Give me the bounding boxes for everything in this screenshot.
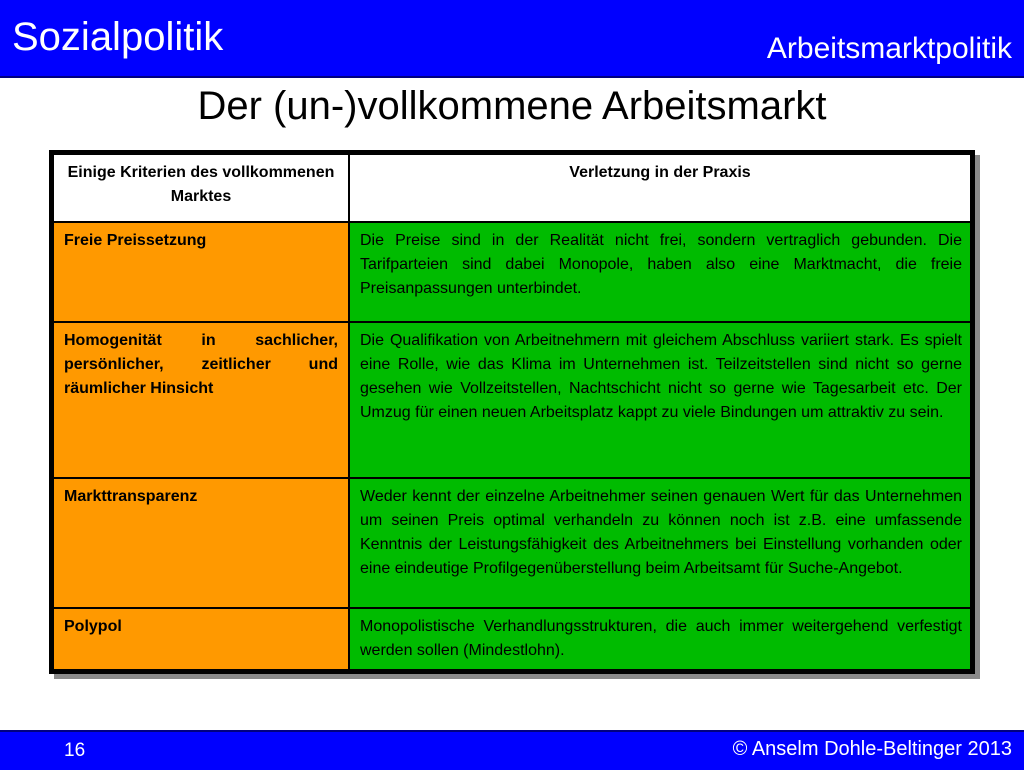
table-row <box>53 222 971 322</box>
criteria-table <box>49 150 975 674</box>
table-row <box>53 478 971 608</box>
criterion-cell: Polypol <box>53 608 349 670</box>
criterion-cell: Homogenität in sachlicher, persönlicher, zeitlicher und räumlicher Hinsicht <box>53 322 349 478</box>
table-header-row <box>53 154 971 222</box>
header-bar <box>0 0 1024 78</box>
criterion-cell: Freie Preissetzung <box>53 222 349 322</box>
table-row <box>53 608 971 670</box>
page-number: 16 <box>64 740 86 761</box>
violation-cell: Die Qualifikation von Arbeitnehmern mit gleichem Abschluss variiert stark. Es spielt eine Rolle, wie das Klima im Unternehmen ist. Teilzeitstellen sind nicht so gerne gesehen wie Vollzeitstellen, Nachtschicht nicht so gerne wie Tagesarbeit etc. Der Umzug für einen neuen Arbeitsplatz kappt zu viele Bindungen um attraktiv zu sein. <box>349 322 971 478</box>
violation-cell: Weder kennt der einzelne Arbeitnehmer seinen genauen Wert für das Unternehmen um seinen Preis optimal verhandeln zu können noch ist z.B. eine umfassende Kenntnis der Leistungsfähigkeit des Arbeitnehmers bei Einstellung vorhanden oder eine eindeutige Profilgegenüberstellung beim Arbeitsamt für Suche-Angebot. <box>349 478 971 608</box>
slide-title: Der (un-)vollkommene Arbeitsmarkt <box>197 84 827 128</box>
subsection-title: Arbeitsmarktpolitik <box>766 32 1012 65</box>
footer-bar <box>0 730 1024 770</box>
criterion-cell: Markttransparenz <box>53 478 349 608</box>
column-header-criteria: Einige Kriterien des vollkommenen Marktes <box>53 154 349 222</box>
violation-cell: Die Preise sind in der Realität nicht frei, sondern vertraglich gebunden. Die Tarifparteien sind dabei Monopole, haben also eine Marktmacht, die freie Preisanpassungen unterbindet. <box>349 222 971 322</box>
section-title: Sozialpolitik <box>12 15 224 59</box>
table-row <box>53 322 971 478</box>
violation-cell: Monopolistische Verhandlungsstrukturen, die auch immer weitergehend verfestigt werden sollen (Mindestlohn). <box>349 608 971 670</box>
column-header-violation: Verletzung in der Praxis <box>349 154 971 222</box>
copyright-notice: © Anselm Dohle-Beltinger 2013 <box>732 738 1012 760</box>
